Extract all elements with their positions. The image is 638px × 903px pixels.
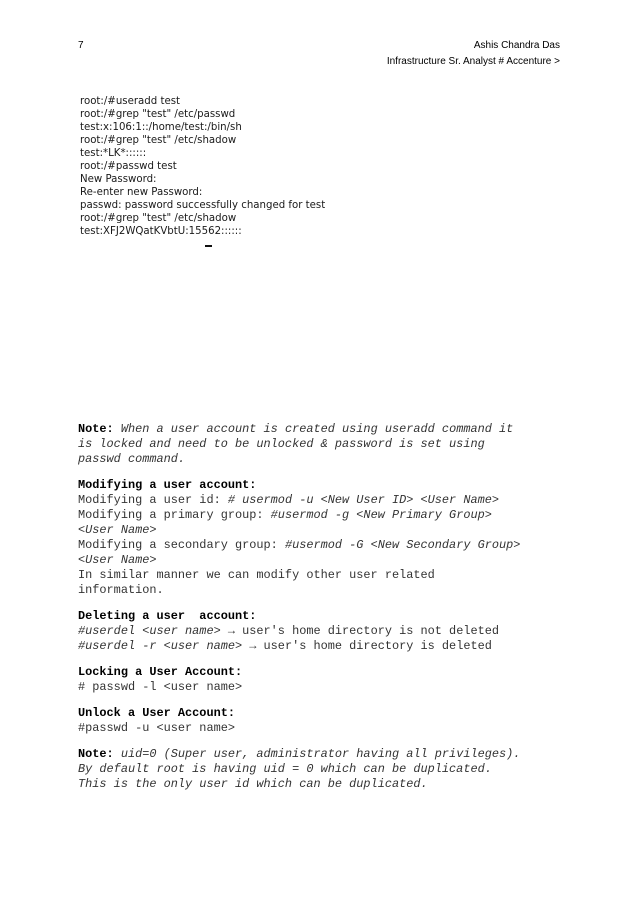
note-uid [78, 747, 578, 792]
note-useradd [78, 422, 578, 467]
section-modify [78, 478, 578, 598]
terminal-line: root:/#grep "test" /etc/shadow [80, 213, 237, 224]
command-text: <User Name> [78, 553, 157, 567]
note-label: Note: [78, 747, 114, 761]
terminal-line: passwd: password successfully changed for test [80, 200, 326, 211]
command-text: #userdel -r <user name> [78, 639, 243, 653]
terminal-line: root:/#grep "test" /etc/passwd [80, 109, 236, 120]
section-unlock [78, 706, 578, 736]
terminal-line: Re-enter new Password: [80, 187, 203, 198]
body-text: In similar manner we can modify other user related [78, 568, 435, 582]
command-text: # usermod -u <New User ID> <User Name> [227, 493, 500, 507]
section-lock [78, 665, 578, 695]
section-heading: Deleting a user account: [78, 609, 257, 623]
section-heading: Locking a User Account: [78, 665, 243, 679]
body-text: information. [78, 583, 164, 597]
terminal-line: root:/#useradd test [80, 96, 181, 107]
command-text: #usermod -G <New Secondary Group> [284, 538, 521, 552]
command-description: → user's home directory is not deleted [220, 624, 500, 638]
terminal-line: test:x:106:1::/home/test:/bin/sh [80, 122, 242, 133]
terminal-line: root:/#grep "test" /etc/shadow [80, 135, 237, 146]
terminal-line: test:XFJ2WQatKVbtU:15562:::::: [80, 226, 242, 237]
section-heading: Modifying a user account: [78, 478, 257, 492]
author-name: Ashis Chandra Das [473, 40, 560, 51]
note-label: Note: [78, 422, 114, 436]
terminal-line: test:*LK*:::::: [80, 148, 147, 159]
item-label: Modifying a user id: [78, 493, 228, 507]
terminal-line: New Password: [80, 174, 157, 185]
section-heading: Unlock a User Account: [78, 706, 235, 720]
note-text: By default root is having uid = 0 which can be duplicated. [78, 762, 492, 776]
terminal-screenshot [80, 95, 380, 238]
terminal-line: root:/#passwd test [80, 161, 177, 172]
note-text: When a user account is created using useradd command it [120, 422, 514, 436]
author-role: Infrastructure Sr. Analyst # Accenture > [386, 56, 560, 67]
item-label: Modifying a primary group: [78, 508, 271, 522]
note-text: passwd command. [78, 452, 186, 466]
document-body [78, 422, 578, 803]
item-label: Modifying a secondary group: [78, 538, 285, 552]
page-number: 7 [78, 40, 84, 51]
note-text: uid=0 (Super user, administrator having all privileges). [113, 747, 521, 761]
command-text: #userdel <user name> [78, 624, 221, 638]
command-text: #passwd -u <user name> [78, 721, 235, 735]
command-text: # passwd -l <user name> [78, 680, 243, 694]
section-delete [78, 609, 578, 654]
terminal-cursor [205, 245, 212, 247]
note-text: This is the only user id which can be duplicated. [78, 777, 428, 791]
command-description: → user's home directory is deleted [242, 639, 492, 653]
command-text: <User Name> [78, 523, 157, 537]
command-text: #usermod -g <New Primary Group> [270, 508, 492, 522]
note-text: is locked and need to be unlocked & password is set using [78, 437, 485, 451]
